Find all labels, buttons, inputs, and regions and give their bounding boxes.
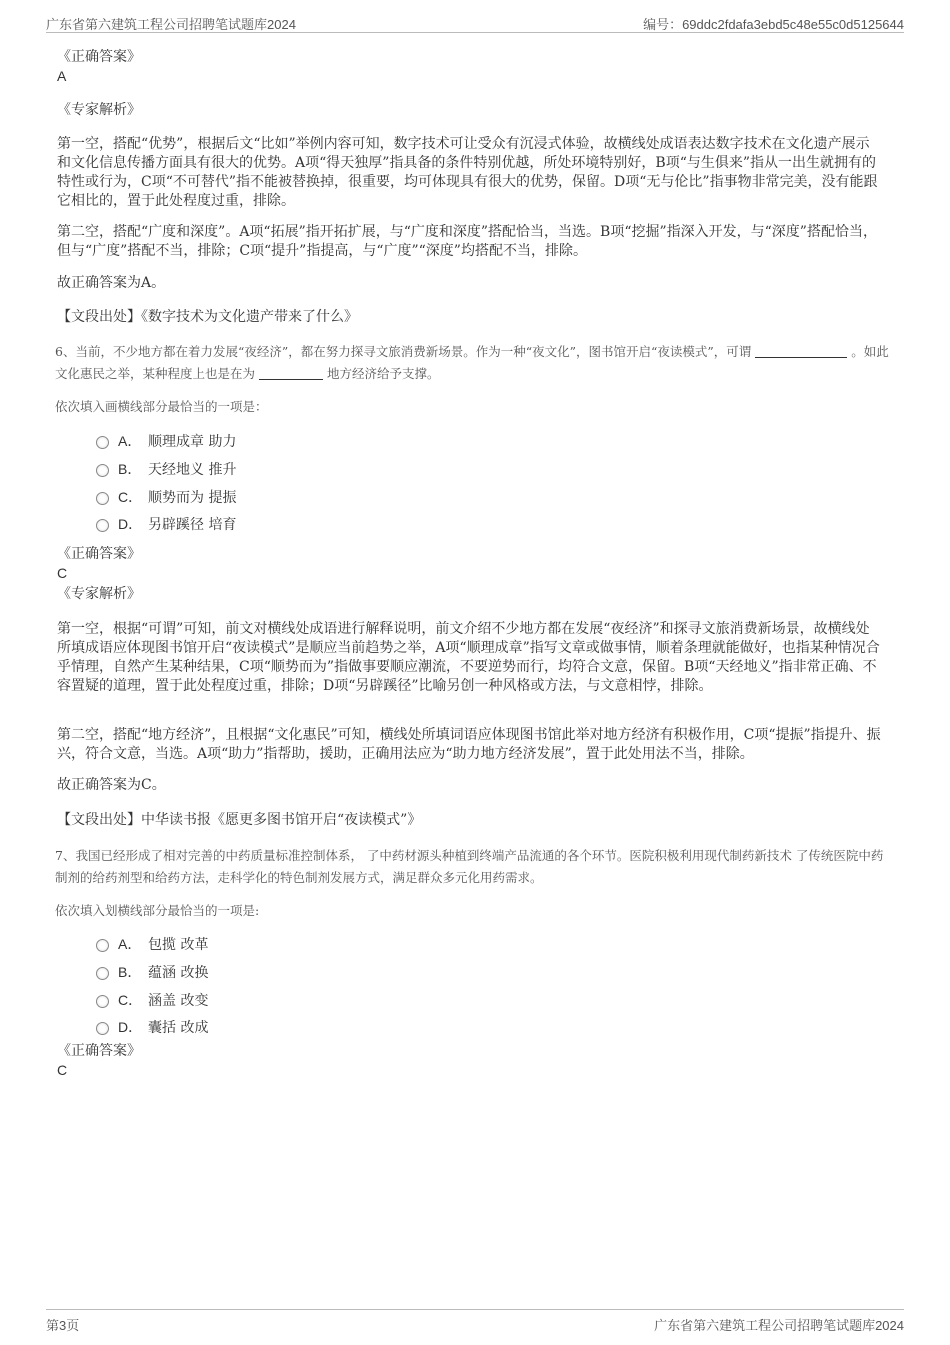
header-serial: 编号：69ddc2fdafa3ebd5c48e55c0d5125644 bbox=[643, 17, 904, 32]
q6-conclusion: 故正确答案为C。 bbox=[57, 777, 166, 793]
radio-icon[interactable] bbox=[96, 436, 109, 449]
q6-stem-part-a: 6、当前，不少地方都在着力发展“夜经济”，都在努力探寻文旅消费新场景。作为一种“夜文化”，图书馆开启“夜读模式”，可谓 bbox=[55, 344, 752, 359]
radio-icon[interactable] bbox=[96, 492, 109, 505]
blank-line bbox=[259, 365, 323, 380]
q6-instruction: 依次填入画横线部分最恰当的一项是： bbox=[55, 399, 268, 414]
q6-analysis-label: 《专家解析》 bbox=[57, 586, 141, 602]
q5-analysis-paragraph-1: 第一空，搭配“优势”，根据后文“比如”举例内容可知，数字技术可让受众有沉浸式体验，故横线处成语表达数字技术在文化遗产展示和文化信息传播方面具有很大的优势。A项“得天独厚”指具备的条件特别优越，所处环境特别好，B项“与生俱来”指从一出生就拥有的特性或行为，C项“不可替代”指不能被替换掉，很重要，均可体现具有很大的优势，保留。D项“无与伦比”指事物非常完美，没有能跟它相比的，置于此处程度过重，排除。 bbox=[57, 136, 878, 209]
page-header bbox=[46, 12, 904, 33]
q7-option-b[interactable]: B． 蕴涵 改换 bbox=[96, 962, 208, 982]
header-title: 广东省第六建筑工程公司招聘笔试题库2024 bbox=[46, 17, 296, 32]
q5-answer: A bbox=[57, 68, 67, 84]
q7-option-d[interactable]: D． 囊括 改成 bbox=[96, 1017, 208, 1037]
q7-answer-label: 《正确答案》 bbox=[57, 1043, 141, 1059]
blank-line bbox=[755, 343, 847, 358]
radio-icon[interactable] bbox=[96, 1022, 109, 1035]
radio-icon[interactable] bbox=[96, 995, 109, 1008]
q6-analysis-paragraph-1: 第一空，根据“可谓”可知，前文对横线处成语进行解释说明，前文介绍不少地方都在发展“夜经济”和探寻文旅消费新场景，故横线处所填成语应体现图书馆开启“夜读模式”是顺应当前趋势之举，A项“顺理成章”指写文章或做事情，顺着条理就能做好，也指某种情况合乎情理，自然产生某种结果，C项“顺势而为”指做事要顺应潮流，不要逆势而行，均符合文意，保留。B项“天经地义”指非常正确、不容置疑的道理，置于此处程度过重，排除；D项“另辟蹊径”比喻另创一种风格或方法，与文意相悖，排除。 bbox=[57, 621, 880, 694]
radio-icon[interactable] bbox=[96, 939, 109, 952]
radio-icon[interactable] bbox=[96, 519, 109, 532]
q7-answer: C bbox=[57, 1062, 68, 1078]
q6-answer: C bbox=[57, 565, 68, 581]
q6-source: 【文段出处】中华读书报《愿更多图书馆开启“夜读模式”》 bbox=[57, 812, 422, 828]
footer-title: 广东省第六建筑工程公司招聘笔试题库2024 bbox=[654, 1318, 904, 1333]
q6-stem-part-b: 。如此文化惠民之举，某种程度上也是在为 bbox=[55, 344, 889, 381]
q6-stem bbox=[55, 341, 890, 385]
q5-analysis-paragraph-2: 第二空，搭配“广度和深度”。A项“拓展”指开拓扩展，与“广度和深度”搭配恰当，当选。B项“挖掘”指深入开发，与“深度”搭配恰当，但与“广度”搭配不当，排除；C项“提升”指提高，与“广度”“深度”均搭配不当，排除。 bbox=[57, 224, 877, 259]
q6-stem-part-c: 地方经济给予支撑。 bbox=[326, 366, 440, 381]
q7-option-a[interactable]: A． 包揽 改革 bbox=[96, 934, 208, 954]
q6-answer-label: 《正确答案》 bbox=[57, 546, 141, 562]
q6-option-b[interactable]: B． 天经地义 推升 bbox=[96, 459, 236, 479]
q5-source: 【文段出处】《数字技术为文化遗产带来了什么》 bbox=[57, 309, 358, 325]
radio-icon[interactable] bbox=[96, 967, 109, 980]
page-footer bbox=[46, 1309, 904, 1332]
q7-option-c[interactable]: C． 涵盖 改变 bbox=[96, 990, 208, 1010]
radio-icon[interactable] bbox=[96, 464, 109, 477]
q5-analysis-label: 《专家解析》 bbox=[57, 102, 141, 118]
q5-answer-label: 《正确答案》 bbox=[57, 49, 141, 65]
q7-stem: 7、我国已经形成了相对完善的中药质量标准控制体系， 了中药材源头种植到终端产品流通的各个环节。医院积极利用现代制药新技术 了传统医院中药制剂的给药剂型和给药方法，走科学化的特色制剂发展方式，满足群众多元化用药需求。 bbox=[55, 848, 884, 885]
q6-option-c[interactable]: C． 顺势而为 提振 bbox=[96, 487, 236, 507]
q6-option-d[interactable]: D． 另辟蹊径 培育 bbox=[96, 514, 236, 534]
q7-instruction: 依次填入划横线部分最恰当的一项是: bbox=[55, 903, 260, 918]
footer-page-number: 第3页 bbox=[46, 1318, 80, 1333]
q6-analysis-paragraph-2: 第二空，搭配“地方经济”，且根据“文化惠民”可知，横线处所填词语应体现图书馆此举对地方经济有积极作用，C项“提振”指提升、振兴，符合文意，当选。A项“助力”指帮助，援助，正确用法应为“助力地方经济发展”，置于此处用法不当，排除。 bbox=[57, 727, 881, 762]
q6-option-a[interactable]: A． 顺理成章 助力 bbox=[96, 431, 236, 451]
q5-conclusion: 故正确答案为A。 bbox=[57, 275, 166, 291]
